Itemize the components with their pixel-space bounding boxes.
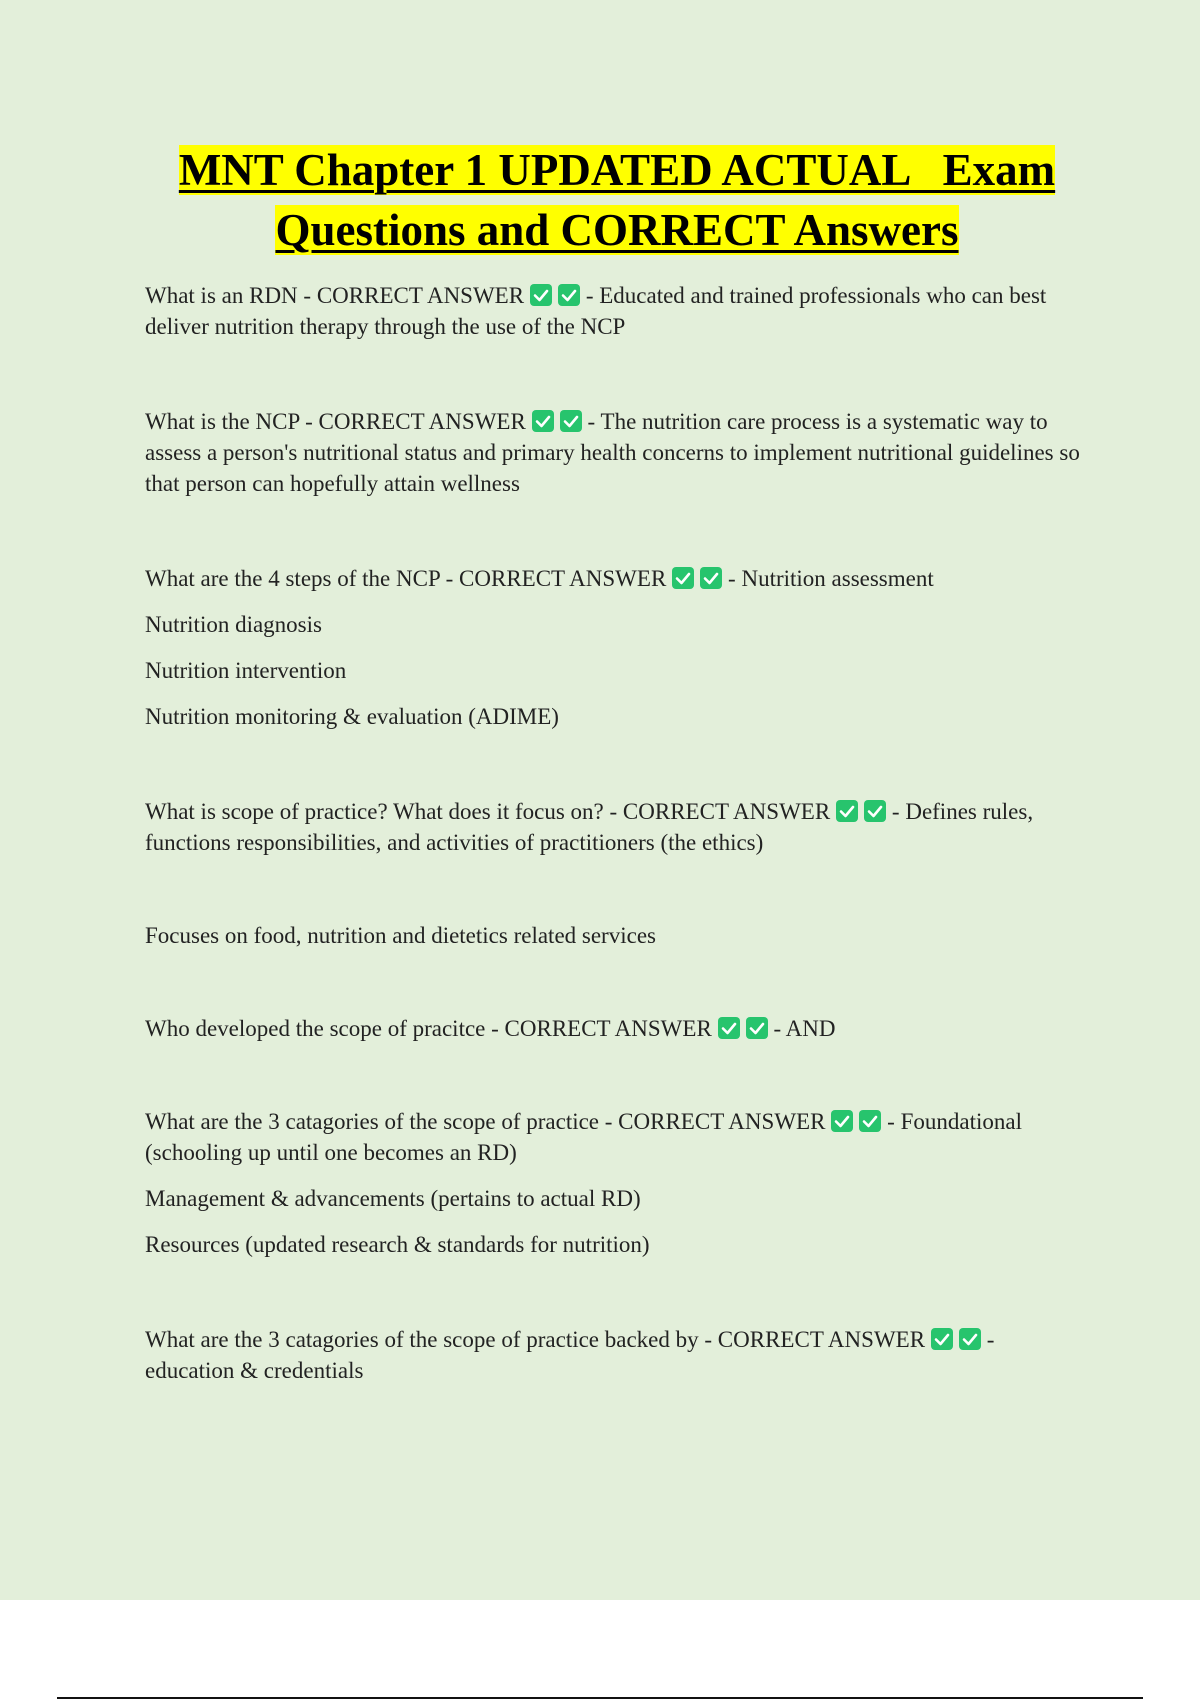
answer-line: Nutrition intervention <box>145 658 347 683</box>
green-check-box-icon <box>718 1017 740 1039</box>
qa-entry-ncp <box>145 406 1089 499</box>
paragraph-text: Focuses on food, nutrition and dietetics related services <box>145 923 656 948</box>
qa-entry-categories <box>145 1106 1089 1260</box>
green-check-box-icon <box>560 410 582 432</box>
answer-text: - The nutrition care process is a systematic way to assess a person's nutritional status and primary health concerns to implement nutritional guidelines so that person can hopefully attain wellness <box>145 409 1080 496</box>
document-title <box>145 140 1089 260</box>
answer-line: Resources (updated research & standards for nutrition) <box>145 1232 650 1257</box>
question-text: What are the 4 steps of the NCP - CORRECT ANSWER <box>145 566 667 591</box>
qa-entry-scope <box>145 796 1089 858</box>
green-check-box-icon <box>558 284 580 306</box>
green-check-box-icon <box>931 1328 953 1350</box>
document-body <box>145 140 1089 1386</box>
question-text: What are the 3 catagories of the scope of practice backed by - CORRECT ANSWER <box>145 1327 926 1352</box>
footer-divider <box>57 1697 1143 1699</box>
standalone-line <box>145 920 1089 951</box>
question-text: What is scope of practice? What does it focus on? - CORRECT ANSWER <box>145 799 831 824</box>
answer-line: Nutrition diagnosis <box>145 612 322 637</box>
qa-entry-rdn <box>145 280 1089 342</box>
title-line-2: Questions and CORRECT Answers <box>275 205 959 255</box>
answer-text: - Educated and trained professionals who can best deliver nutrition therapy through the use of the NCP <box>145 283 1047 339</box>
answer-text: - Defines rules, functions responsibilities, and activities of practitioners (the ethics) <box>145 799 1034 855</box>
title-line-1: MNT Chapter 1 UPDATED ACTUAL Exam <box>178 145 1056 195</box>
answer-line: Management & advancements (pertains to actual RD) <box>145 1186 641 1211</box>
answer-text: - Foundational (schooling up until one becomes an RD) <box>145 1109 1022 1165</box>
answer-text: - AND <box>773 1016 836 1041</box>
green-check-box-icon <box>532 410 554 432</box>
green-check-box-icon <box>746 1017 768 1039</box>
qa-entry-developer <box>145 1013 1089 1044</box>
question-text: Who developed the scope of pracitce - CORRECT ANSWER <box>145 1016 712 1041</box>
question-text: What is the NCP - CORRECT ANSWER <box>145 409 526 434</box>
question-text: What is an RDN - CORRECT ANSWER <box>145 283 525 308</box>
answer-text: - education & credentials <box>145 1327 995 1383</box>
green-check-box-icon <box>700 567 722 589</box>
qa-entry-backed-by <box>145 1324 1089 1386</box>
green-check-box-icon <box>672 567 694 589</box>
green-check-box-icon <box>864 800 886 822</box>
green-check-box-icon <box>959 1328 981 1350</box>
qa-entry-ncp-steps <box>145 563 1089 732</box>
green-check-box-icon <box>530 284 552 306</box>
answer-line: Nutrition monitoring & evaluation (ADIME) <box>145 704 559 729</box>
green-check-box-icon <box>831 1110 853 1132</box>
green-check-box-icon <box>859 1110 881 1132</box>
green-check-box-icon <box>836 800 858 822</box>
answer-text: - Nutrition assessment <box>728 566 934 591</box>
question-text: What are the 3 catagories of the scope of practice - CORRECT ANSWER <box>145 1109 826 1134</box>
